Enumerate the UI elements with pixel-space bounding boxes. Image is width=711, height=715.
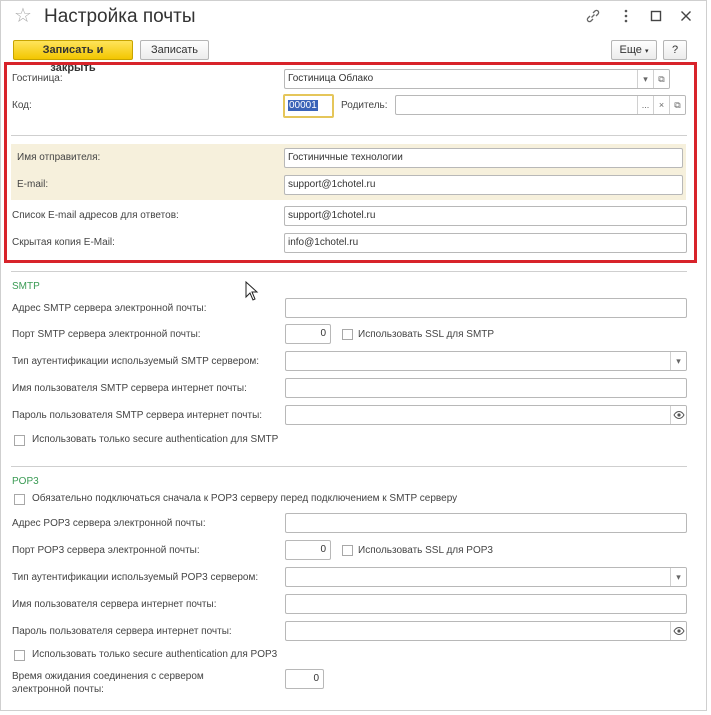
reply-list-label: Список E-mail адресов для ответов: <box>12 210 179 221</box>
smtp-server-label: Адрес SMTP сервера электронной почты: <box>12 303 207 314</box>
pop3-secure-auth-checkbox[interactable] <box>14 650 25 661</box>
command-bar <box>1 39 706 74</box>
smtp-server-field[interactable] <box>285 298 687 318</box>
pop3-ssl-label: Использовать SSL для POP3 <box>358 545 493 556</box>
hotel-field[interactable] <box>284 69 670 89</box>
smtp-ssl-checkbox[interactable] <box>342 329 353 340</box>
divider <box>11 466 687 467</box>
pop3-server-field[interactable] <box>285 513 687 533</box>
more-label: Еще <box>619 44 642 56</box>
reply-list-value: support@1chotel.ru <box>288 210 376 221</box>
titlebar <box>1 1 706 35</box>
dropdown-arrow-icon[interactable]: ▾ <box>637 70 653 88</box>
code-value: 00001 <box>289 100 317 111</box>
bcc-field[interactable] <box>284 233 687 253</box>
smtp-ssl-label: Использовать SSL для SMTP <box>358 329 495 340</box>
more-actions-icon[interactable] <box>618 8 634 24</box>
pop3-user-field[interactable] <box>285 594 687 614</box>
show-password-eye-icon[interactable] <box>670 406 686 424</box>
email-field[interactable] <box>284 175 683 195</box>
pop3-port-field[interactable] <box>285 540 331 560</box>
save-button[interactable]: Записать <box>140 40 209 60</box>
timeout-value: 0 <box>313 673 319 684</box>
bcc-label: Скрытая копия E-Mail: <box>12 237 115 248</box>
sender-name-label: Имя отправителя: <box>17 152 101 163</box>
smtp-user-label: Имя пользователя SMTP сервера интернет почты: <box>12 383 247 394</box>
maximize-icon[interactable] <box>648 8 664 24</box>
pop3-password-field[interactable] <box>285 621 687 641</box>
parent-label: Родитель: <box>341 100 388 111</box>
pop-before-smtp-label: Обязательно подключаться сначала к POP3 серверу перед подключением к SMTP серверу <box>32 493 458 504</box>
favorite-star-icon[interactable]: ☆ <box>14 5 32 27</box>
divider <box>11 135 687 136</box>
pop3-port-value: 0 <box>320 544 326 555</box>
smtp-secure-auth-label: Использовать только secure authentication для SMTP <box>32 434 279 445</box>
pop3-secure-auth-label: Использовать только secure authentication для POP3 <box>32 649 278 660</box>
sender-name-field[interactable] <box>284 148 683 168</box>
pop3-user-label: Имя пользователя сервера интернет почты: <box>12 599 217 610</box>
pop3-password-label: Пароль пользователя сервера интернет почты: <box>12 626 232 637</box>
smtp-auth-select[interactable] <box>285 351 687 371</box>
bcc-value: info@1chotel.ru <box>288 237 359 248</box>
timeout-label-line2: электронной почты: <box>12 684 104 695</box>
open-icon[interactable]: ⧉ <box>669 96 685 114</box>
window-title: Настройка почты <box>44 6 196 27</box>
pop3-auth-select[interactable] <box>285 567 687 587</box>
reply-list-field[interactable] <box>284 206 687 226</box>
close-icon[interactable] <box>678 8 694 24</box>
dropdown-arrow-icon[interactable]: ▾ <box>670 352 686 370</box>
pop3-ssl-checkbox[interactable] <box>342 545 353 556</box>
divider <box>11 271 687 272</box>
smtp-user-field[interactable] <box>285 378 687 398</box>
dropdown-arrow-icon[interactable]: ▾ <box>670 568 686 586</box>
pop3-auth-label: Тип аутентификации используемый POP3 сервером: <box>12 572 259 583</box>
pop3-section-title: POP3 <box>12 476 39 487</box>
timeout-field[interactable] <box>285 669 324 689</box>
smtp-auth-label: Тип аутентификации используемый SMTP сервером: <box>12 356 260 367</box>
dropdown-arrow-icon: ▾ <box>644 48 649 55</box>
sender-name-value: Гостиничные технологии <box>288 152 403 163</box>
smtp-port-label: Порт SMTP сервера электронной почты: <box>12 329 201 340</box>
email-label: E-mail: <box>17 179 49 190</box>
hotel-value: Гостиница Облако <box>288 73 374 84</box>
pop3-port-label: Порт POP3 сервера электронной почты: <box>12 545 200 556</box>
timeout-label-line1: Время ожидания соединения с сервером <box>12 671 204 682</box>
smtp-password-label: Пароль пользователя SMTP сервера интернет почты: <box>12 410 263 421</box>
mouse-pointer-icon <box>245 281 259 304</box>
smtp-section-title: SMTP <box>12 281 40 292</box>
smtp-password-field[interactable] <box>285 405 687 425</box>
help-button[interactable]: ? <box>663 40 687 60</box>
hotel-label: Гостиница: <box>12 73 63 84</box>
smtp-port-value: 0 <box>320 328 326 339</box>
smtp-secure-auth-checkbox[interactable] <box>14 435 25 446</box>
code-field[interactable] <box>283 94 334 118</box>
select-ellipsis-icon[interactable]: ... <box>637 96 653 114</box>
pop-before-smtp-checkbox[interactable] <box>14 494 25 505</box>
smtp-port-field[interactable] <box>285 324 331 344</box>
more-button[interactable] <box>611 40 657 60</box>
link-icon[interactable] <box>585 8 601 24</box>
clear-icon[interactable]: × <box>653 96 669 114</box>
open-icon[interactable]: ⧉ <box>653 70 669 88</box>
save-and-close-button[interactable]: Записать и закрыть <box>13 40 133 60</box>
email-value: support@1chotel.ru <box>288 179 376 190</box>
parent-field[interactable] <box>395 95 686 115</box>
pop3-server-label: Адрес POP3 сервера электронной почты: <box>12 518 206 529</box>
code-label: Код: <box>12 100 32 111</box>
show-password-eye-icon[interactable] <box>670 622 686 640</box>
